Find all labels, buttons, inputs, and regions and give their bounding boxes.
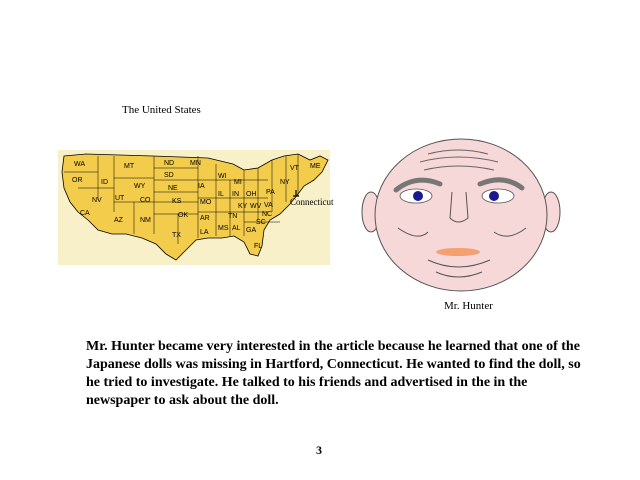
state-label: PA [266, 189, 275, 196]
state-label: SD [164, 172, 174, 179]
state-label: WY [134, 183, 146, 190]
state-label: CA [80, 210, 90, 217]
state-label: SC [256, 219, 266, 226]
state-label: VT [290, 165, 299, 172]
state-label: KY [238, 203, 248, 210]
state-label: ME [310, 163, 321, 170]
state-label: NV [92, 197, 102, 204]
state-label: WA [74, 161, 86, 168]
state-label: TX [172, 232, 181, 239]
face-caption: Mr. Hunter [444, 300, 493, 312]
story-paragraph: Mr. Hunter became very interested in the article because he learned that one of the Japanese dolls was missing in Hartford, Connecticut. He wanted to find the doll, so he tried to investigate. He talked to his friends and advertised in the in the newspaper to ask about the doll. [86, 339, 581, 408]
state-label: AR [200, 215, 210, 222]
state-label: AL [232, 225, 241, 232]
state-label: OK [178, 212, 189, 219]
state-label: MT [124, 163, 135, 170]
mouth [436, 248, 480, 256]
us-map [58, 150, 330, 265]
state-label: NM [140, 217, 151, 224]
state-label: CO [140, 197, 151, 204]
state-label: IN [232, 191, 239, 198]
state-label: NE [168, 185, 178, 192]
state-label: OR [72, 177, 83, 184]
state-label: NC [262, 211, 273, 218]
state-label: MI [234, 179, 242, 186]
state-label: NY [280, 179, 290, 186]
map-title: The United States [122, 104, 201, 116]
state-label: FL [254, 243, 263, 250]
state-label: KS [172, 198, 182, 205]
left-pupil [413, 191, 423, 201]
state-label: ND [164, 160, 175, 167]
mr-hunter-face [358, 132, 568, 302]
right-pupil [489, 191, 499, 201]
page-number: 3 [316, 443, 322, 457]
state-label: WI [218, 173, 227, 180]
state-label: AZ [114, 217, 123, 224]
map-callout-connecticut: Connecticut [290, 197, 334, 207]
state-label: LA [200, 229, 209, 236]
state-label: MN [190, 160, 201, 167]
state-label: WV [250, 203, 262, 210]
state-label: UT [115, 195, 125, 202]
state-label: MS [218, 225, 229, 232]
state-label: GA [246, 227, 257, 234]
state-label: VA [264, 202, 273, 209]
state-label: IA [198, 183, 205, 190]
state-label: OH [246, 191, 257, 198]
state-label: ID [101, 179, 108, 186]
state-label: TN [228, 213, 238, 220]
state-label: MO [200, 199, 212, 206]
head [375, 139, 547, 291]
state-label: IL [218, 191, 224, 198]
